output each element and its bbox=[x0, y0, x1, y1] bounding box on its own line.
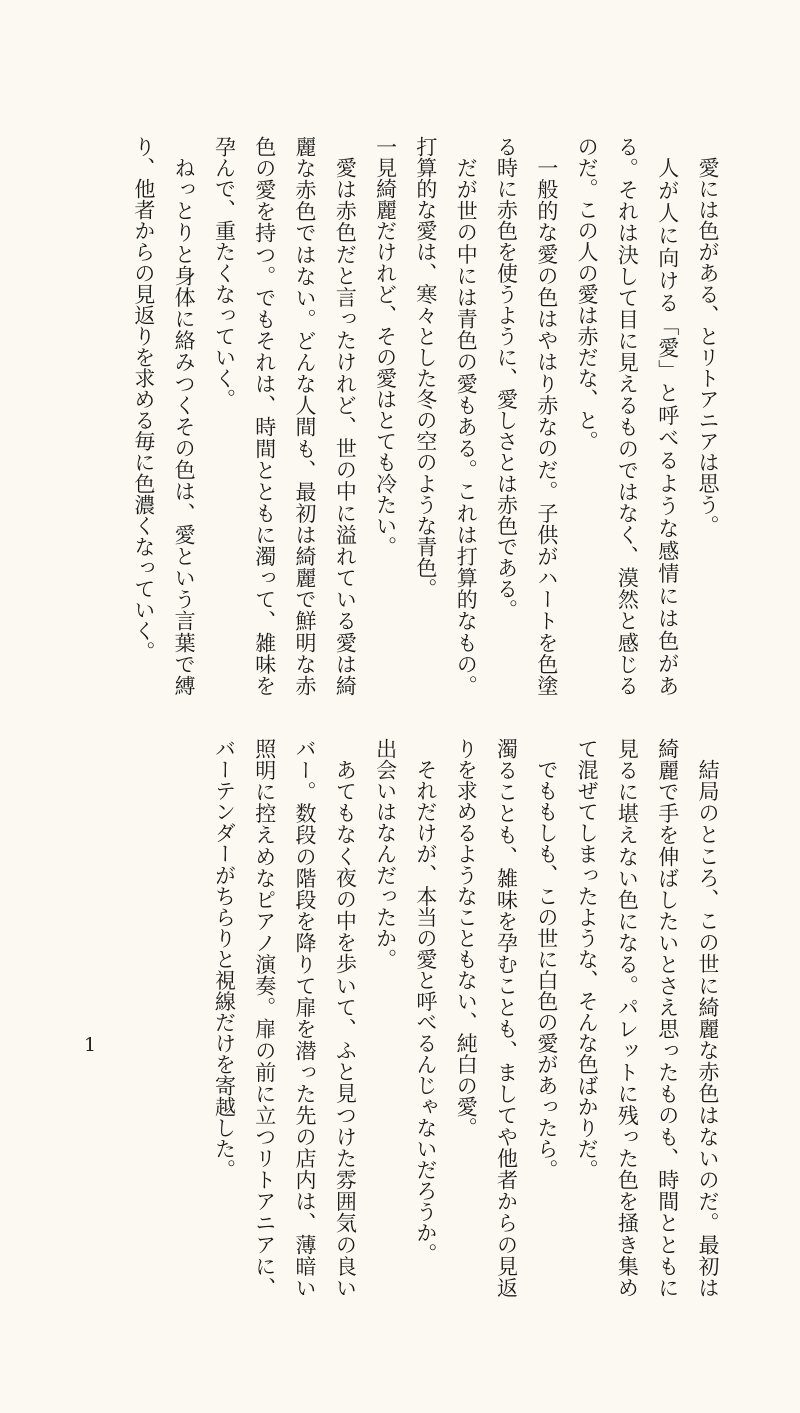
page-number: 1 bbox=[84, 1034, 97, 1056]
paragraph: でももしも、この世に白色の愛があったら。 bbox=[534, 759, 559, 1180]
paragraph: 濁ることも、雑味を孕むことも、ましてや他者からの見返りを求めるようなこともない、純白の愛。 bbox=[454, 738, 519, 1298]
paragraph: 一見綺麗だけれど、その愛はとても冷たい。 bbox=[373, 136, 398, 557]
paragraph: 出会いはなんだったか。 bbox=[373, 738, 398, 970]
paragraph: 愛は赤色だと言ったけれど、世の中に溢れている愛は綺麗な赤色ではない。どんな人間も、最初は綺麗で鮮明な赤色の愛を持つ。でもそれは、時間とともに濁って、雑味を孕んで、重たくなっていく。 bbox=[212, 136, 358, 696]
paragraph: 愛には色がある、とリトアニアは思う。 bbox=[696, 157, 720, 536]
lower-text-block bbox=[68, 738, 728, 1298]
paragraph: 結局のところ、この世に綺麗な赤色はないのだ。最初は綺麗で手を伸ばしたいとさえ思ったものも、時間とともに見るに堪えない色になる。パレットに残った色を掻き集めて混ぜてしまったような、そんな色ばかりだ。 bbox=[575, 738, 720, 1298]
paragraph: ねっとりと身体に絡みつくその色は、愛という言葉で縛り、他者からの見返りを求める毎に色濃くなっていく。 bbox=[131, 136, 197, 696]
paragraph: あてもなく夜の中を歩いて、ふと見つけた雰囲気の良いバー。数段の階段を降りて扉を潜った先の店内は、薄暗い照明に控えめなピアノ演奏。扉の前に立つリトアニアに、バーテンダーがちらりと視線だけを寄越した。 bbox=[212, 738, 358, 1298]
paragraph: だが世の中には青色の愛もある。これは打算的なもの。打算的な愛は、寒々とした冬の空のような青色。 bbox=[413, 136, 479, 696]
paragraph: 人が人に向ける「愛」と呼べるような感情には色がある。それは決して目に見えるものではなく、漠然と感じるのだ。この人の愛は赤だな、と。 bbox=[575, 136, 680, 696]
paragraph: それだけが、本当の愛と呼べるんじゃないだろうか。 bbox=[413, 759, 438, 1265]
paragraph: 一般的な愛の色はやはり赤なのだ。子供がハートを色塗る時に赤色を使うように、愛しさとは赤色である。 bbox=[494, 136, 559, 696]
upper-text-block bbox=[68, 136, 728, 696]
